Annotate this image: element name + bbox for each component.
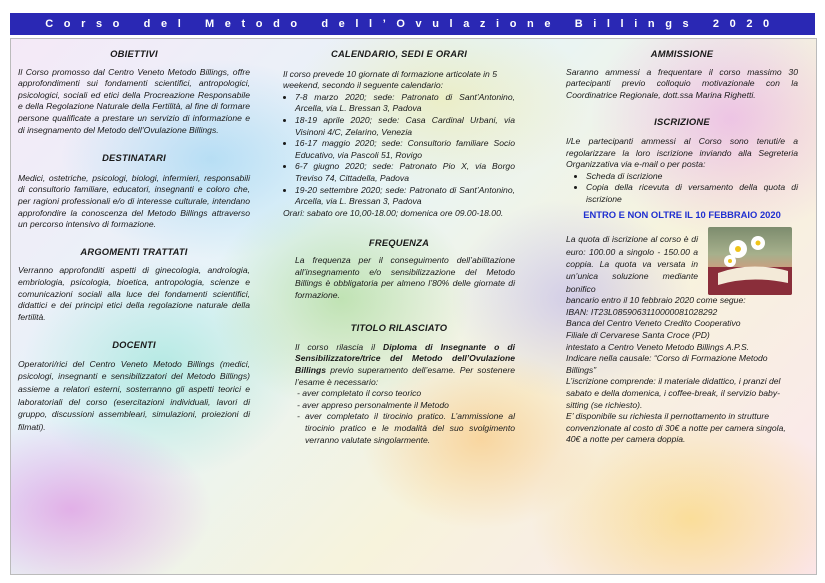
- iscrizione-deadline: ENTRO E NON OLTRE IL 10 FEBBRAIO 2020: [583, 208, 781, 220]
- calendario-heading: CALENDARIO, SEDI E ORARI: [330, 48, 468, 59]
- titolo-diploma: Diploma di Insegnante o di Sensibilizzatore/trice del Metodo dell’Ovulazione Billings: [295, 341, 515, 376]
- calendario-item: • 16-17 maggio 2020; sede: Consultorio familiare Socio Educativo, via Pascoli 51, Rovigo: [295, 138, 515, 161]
- calendario-list: [283, 92, 515, 208]
- destinatari-heading: DESTINATARI: [102, 152, 166, 164]
- titolo-item: - aver completato il tirocinio pratico. L’ammissione al tirocinio pratico e le modalità del suo svolgimento verranno valutate singolarmente.: [297, 411, 515, 445]
- docenti-heading: DOCENTI: [112, 339, 156, 351]
- titolo-heading: TITOLO RILASCIATO: [350, 322, 448, 334]
- account-holder: intestato a Centro Veneto Metodo Billings A.P.S.: [566, 341, 750, 352]
- pernottamento-text: E’ disponibile su richiesta il pernottamento in strutture convenzionate al costo di 30€ a notte per camera singola, 40€ a notte per camera doppia.: [566, 411, 786, 445]
- frequenza-heading: FREQUENZA: [368, 237, 430, 249]
- destinatari-text: Medici, ostetriche, psicologi, biologi, infermieri, responsabili di consultorio familiare, educatori, insegnanti e coloro che, per ragioni professionali e/o di interesse culturale, intendano approfondire la conoscenza del Metodo Billings attraverso un percorso intensivo di formazione.: [18, 172, 250, 230]
- titolo-text: [283, 342, 515, 388]
- bank-branch: Filiale di Cervarese Santa Croce (PD): [566, 329, 710, 340]
- titolo-requirements: [283, 388, 515, 446]
- calendario-item: • 19-20 settembre 2020; sede: Patronato di Sant’Antonino, Arcella, via L. Bressan 3, Padova: [295, 185, 515, 208]
- bank-name: Banca del Centro Veneto Credito Cooperativo: [566, 318, 741, 329]
- titolo-intro-post: previo superamento dell’esame. Per sostenere l’esame è necessario:: [295, 365, 515, 387]
- brochure-panel: [10, 38, 817, 575]
- page-title: Corso del Metodo dell’Ovulazione Billings 2020: [10, 13, 815, 35]
- titolo-item: - aver completato il corso teorico: [297, 388, 422, 399]
- daisies-book-photo: [708, 227, 792, 295]
- frequenza-text: La frequenza per il conseguimento dell’abilitazione all’insegnamento e/o sensibilizzazione del Metodo Billings è obbligatoria per almeno l’80% delle giornate di formazione.: [295, 254, 515, 300]
- iscrizione-documents: [566, 171, 798, 206]
- quota-block: [566, 233, 798, 295]
- iscrizione-includes: L’iscrizione comprende: il materiale didattico, i pranzi del sabato e della domenica, i coffee-break, il servizio baby-sitting (se richiesto).: [566, 376, 781, 410]
- obiettivi-text: Il Corso promosso dal Centro Veneto Metodo Billings, offre approfondimenti sui fondamenti scientifici, antropologici, psicologici, sociali ed etici della Procreazione Responsabile e della Regolazione Naturale della Fertilità, al fine di formare persone qualificate a prestare un servizio di informazione e di insegnamento del Metodo dell’Ovulazione Billings.: [18, 66, 250, 135]
- calendario-item: • 18-19 aprile 2020; sede: Casa Cardinal Urbani, via Visinoni 4/C, Zelarino, Venezia: [295, 115, 515, 138]
- obiettivi-heading: OBIETTIVI: [110, 48, 158, 59]
- argomenti-text: Verranno approfonditi aspetti di ginecologia, andrologia, embriologia, psicologia, bioetica, antropologia, scienze e comunicazioni sociali alla luce dei fondamenti scientifici, didattici e dei principi etici della regolazione naturale della fertilità.: [18, 265, 250, 322]
- column-right: [566, 39, 798, 446]
- calendario-item: • 6-7 giugno 2020; sede: Patronato Pio X, via Borgo Treviso 74, Cittadella, Padova: [295, 161, 515, 184]
- ammissione-heading: AMMISSIONE: [650, 48, 714, 59]
- argomenti-heading: ARGOMENTI TRATTATI: [80, 245, 188, 257]
- quota-text: La quota di iscrizione al corso è di euro: 100.00 a singolo - 150.00 a coppia. La quota va versata in un’unica soluzione mediante bonifico: [566, 234, 698, 294]
- ammissione-text: Saranno ammessi a frequentare il corso massimo 30 partecipanti previo colloquio motivazionale con la Coordinatrice Regionale, dott.ssa Marina Righetti.: [566, 66, 798, 100]
- calendario-orari: Orari: sabato ore 10,00-18.00; domenica ore 09.00-18.00.: [283, 207, 504, 218]
- bonifico-text: bancario entro il 10 febbraio 2020 come segue:: [566, 295, 746, 306]
- column-middle: [283, 39, 515, 446]
- calendario-intro: Il corso prevede 10 giornate di formazione articolate in 5 weekend, secondo il seguente calendario:: [283, 68, 498, 91]
- payment-reason: Indicare nella causale: “Corso di Formazione Metodo Billings”: [566, 353, 768, 375]
- column-left: [18, 39, 250, 433]
- iscrizione-item: • Copia della ricevuta di versamento della quota di iscrizione: [586, 182, 798, 205]
- docenti-text: Operatori/rici del Centro Veneto Metodo Billings (medici, psicologi, insegnanti e sensibilizzatori del Metodo Billings) assieme a relatori esterni, sosterranno gli aspetti teorici e laboratoriali del corso (esercitazioni individuali, lavori di gruppo, discussioni assembleari, simulazioni, proiezioni di filmati).: [18, 358, 250, 432]
- flower-icon: [708, 227, 792, 295]
- titolo-intro: Il corso rilascia il: [295, 341, 384, 352]
- iscrizione-item: • Scheda di iscrizione: [586, 171, 798, 183]
- iscrizione-heading: ISCRIZIONE: [654, 116, 710, 128]
- iscrizione-text: I/Le partecipanti ammessi al Corso sono tenuti/e a regolarizzare la loro iscrizione inviando alla Segreteria Organizzativa via e-mail o per posta:: [566, 135, 798, 170]
- iban: IBAN: IT23L0859063110000081028292: [566, 306, 718, 317]
- titolo-item: - aver appreso personalmente il Metodo: [297, 399, 449, 410]
- calendario-item: • 7-8 marzo 2020; sede: Patronato di Sant’Antonino, Arcella, via L. Bressan 3, Padova: [295, 92, 515, 115]
